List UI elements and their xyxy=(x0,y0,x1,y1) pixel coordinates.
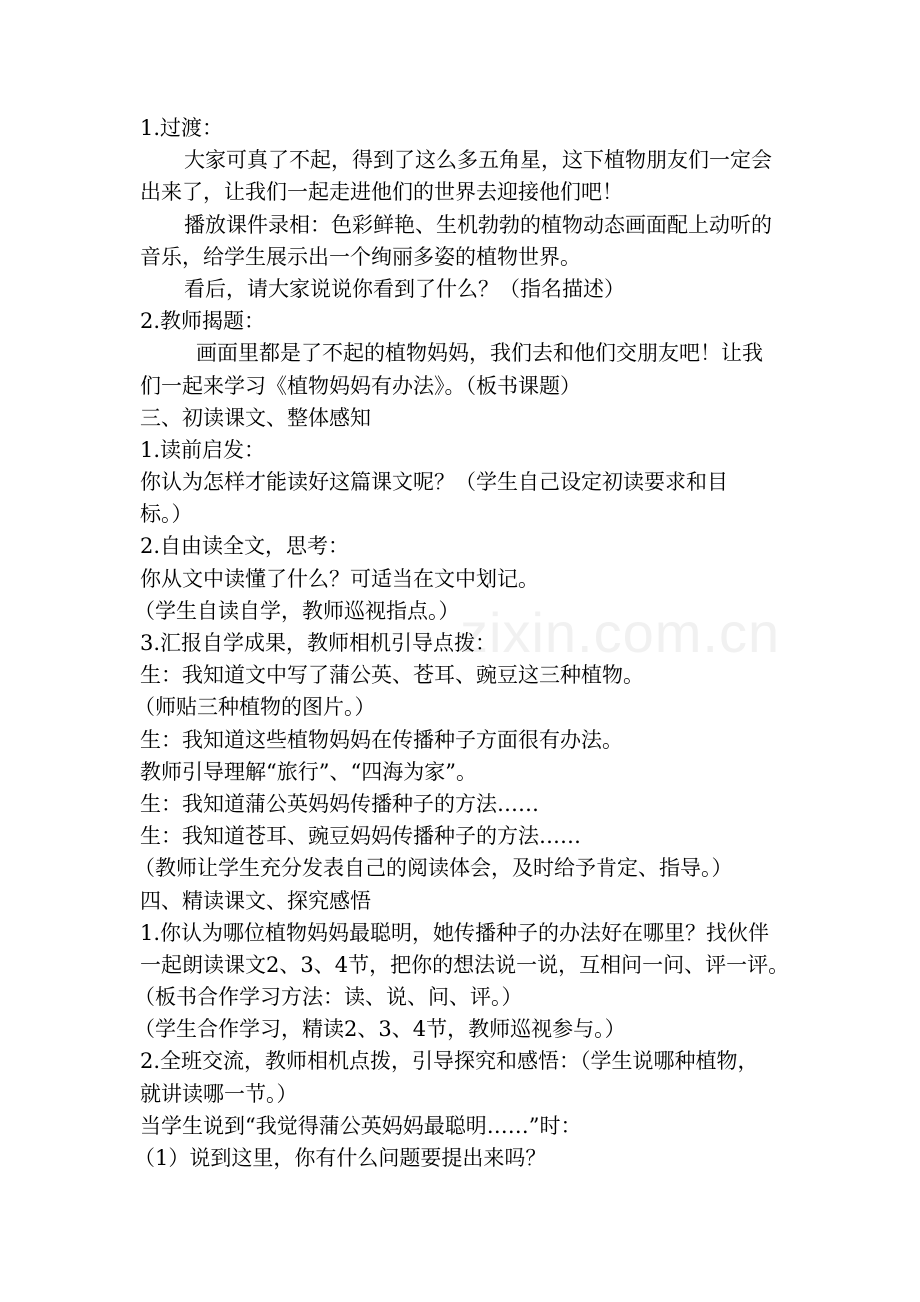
paragraph-line: 看后，请大家说说你看到了什么？（指名描述） xyxy=(184,276,625,301)
paragraph-line: 1.你认为哪位植物妈妈最聪明，她传播种子的办法好在哪里？找伙伴 xyxy=(140,920,770,945)
paragraph-line: 们一起来学习《植物妈妈有办法》。（板书课题） xyxy=(140,373,581,398)
paragraph-line: 出来了，让我们一起走进他们的世界去迎接他们吧！ xyxy=(140,180,623,205)
watermark: zixin.com.cn xyxy=(460,601,781,664)
paragraph-line: 生：我知道蒲公英妈妈传播种子的方法…… xyxy=(140,791,539,816)
section-heading-4: 四、精读课文、探究感悟 xyxy=(140,888,371,913)
paragraph-line: 音乐，给学生展示出一个绚丽多姿的植物世界。 xyxy=(140,244,581,269)
paragraph-line: （学生合作学习，精读2、3、4节，教师巡视参与。） xyxy=(134,1017,626,1042)
paragraph-line: 生：我知道文中写了蒲公英、苍耳、豌豆这三种植物。 xyxy=(140,663,644,688)
paragraph-line: （师贴三种植物的图片。） xyxy=(134,695,376,720)
paragraph-line: 你从文中读懂了什么？可适当在文中划记。 xyxy=(140,566,539,591)
paragraph-line: （1）说到这里，你有什么问题要提出来吗？ xyxy=(134,1146,547,1170)
section-heading-3: 三、初读课文、整体感知 xyxy=(140,405,371,430)
paragraph-line: 画面里都是了不起的植物妈妈，我们去和他们交朋友吧！让我 xyxy=(196,341,763,366)
heading-pre-reading: 1.读前启发： xyxy=(140,437,266,462)
heading-free-reading: 2.自由读全文，思考： xyxy=(140,534,350,559)
paragraph-line: 教师引导理解“旅行”、“四海为家”。 xyxy=(140,759,477,784)
paragraph-line: 生：我知道苍耳、豌豆妈妈传播种子的方法…… xyxy=(140,824,581,849)
paragraph-line: 生：我知道这些植物妈妈在传播种子方面很有办法。 xyxy=(140,727,623,752)
heading-report: 3.汇报自学成果，教师相机引导点拨： xyxy=(140,631,497,655)
document-body xyxy=(0,112,920,1174)
paragraph-line: 当学生说到“我觉得蒲公英妈妈最聪明……”时： xyxy=(140,1113,582,1138)
paragraph-line: 大家可真了不起，得到了这么多五角星，这下植物朋友们一定会 xyxy=(184,148,772,173)
paragraph-line: 一起朗读课文2、3、4节，把你的想法说一说，互相问一问、评一评。 xyxy=(140,952,790,977)
paragraph-line: （教师让学生充分发表自己的阅读体会，及时给予肯定、指导。） xyxy=(134,856,733,881)
paragraph-line: 你认为怎样才能读好这篇课文呢？（学生自己设定初读要求和目 xyxy=(140,470,728,495)
heading-transition: 1.过渡： xyxy=(140,116,224,140)
paragraph-line: （板书合作学习方法：读、说、问、评。） xyxy=(134,985,523,1010)
paragraph-line: （学生自读自学，教师巡视指点。） xyxy=(134,598,460,623)
heading-teacher-reveal: 2.教师揭题： xyxy=(140,309,266,334)
paragraph-line: 标。） xyxy=(140,502,193,527)
paragraph-line: 就讲读哪一节。） xyxy=(140,1081,298,1106)
paragraph-line: 播放课件录相：色彩鲜艳、生机勃勃的植物动态画面配上动听的 xyxy=(184,212,772,237)
paragraph-line: 2.全班交流，教师相机点拨，引导探究和感悟：（学生说哪种植物， xyxy=(140,1049,759,1074)
